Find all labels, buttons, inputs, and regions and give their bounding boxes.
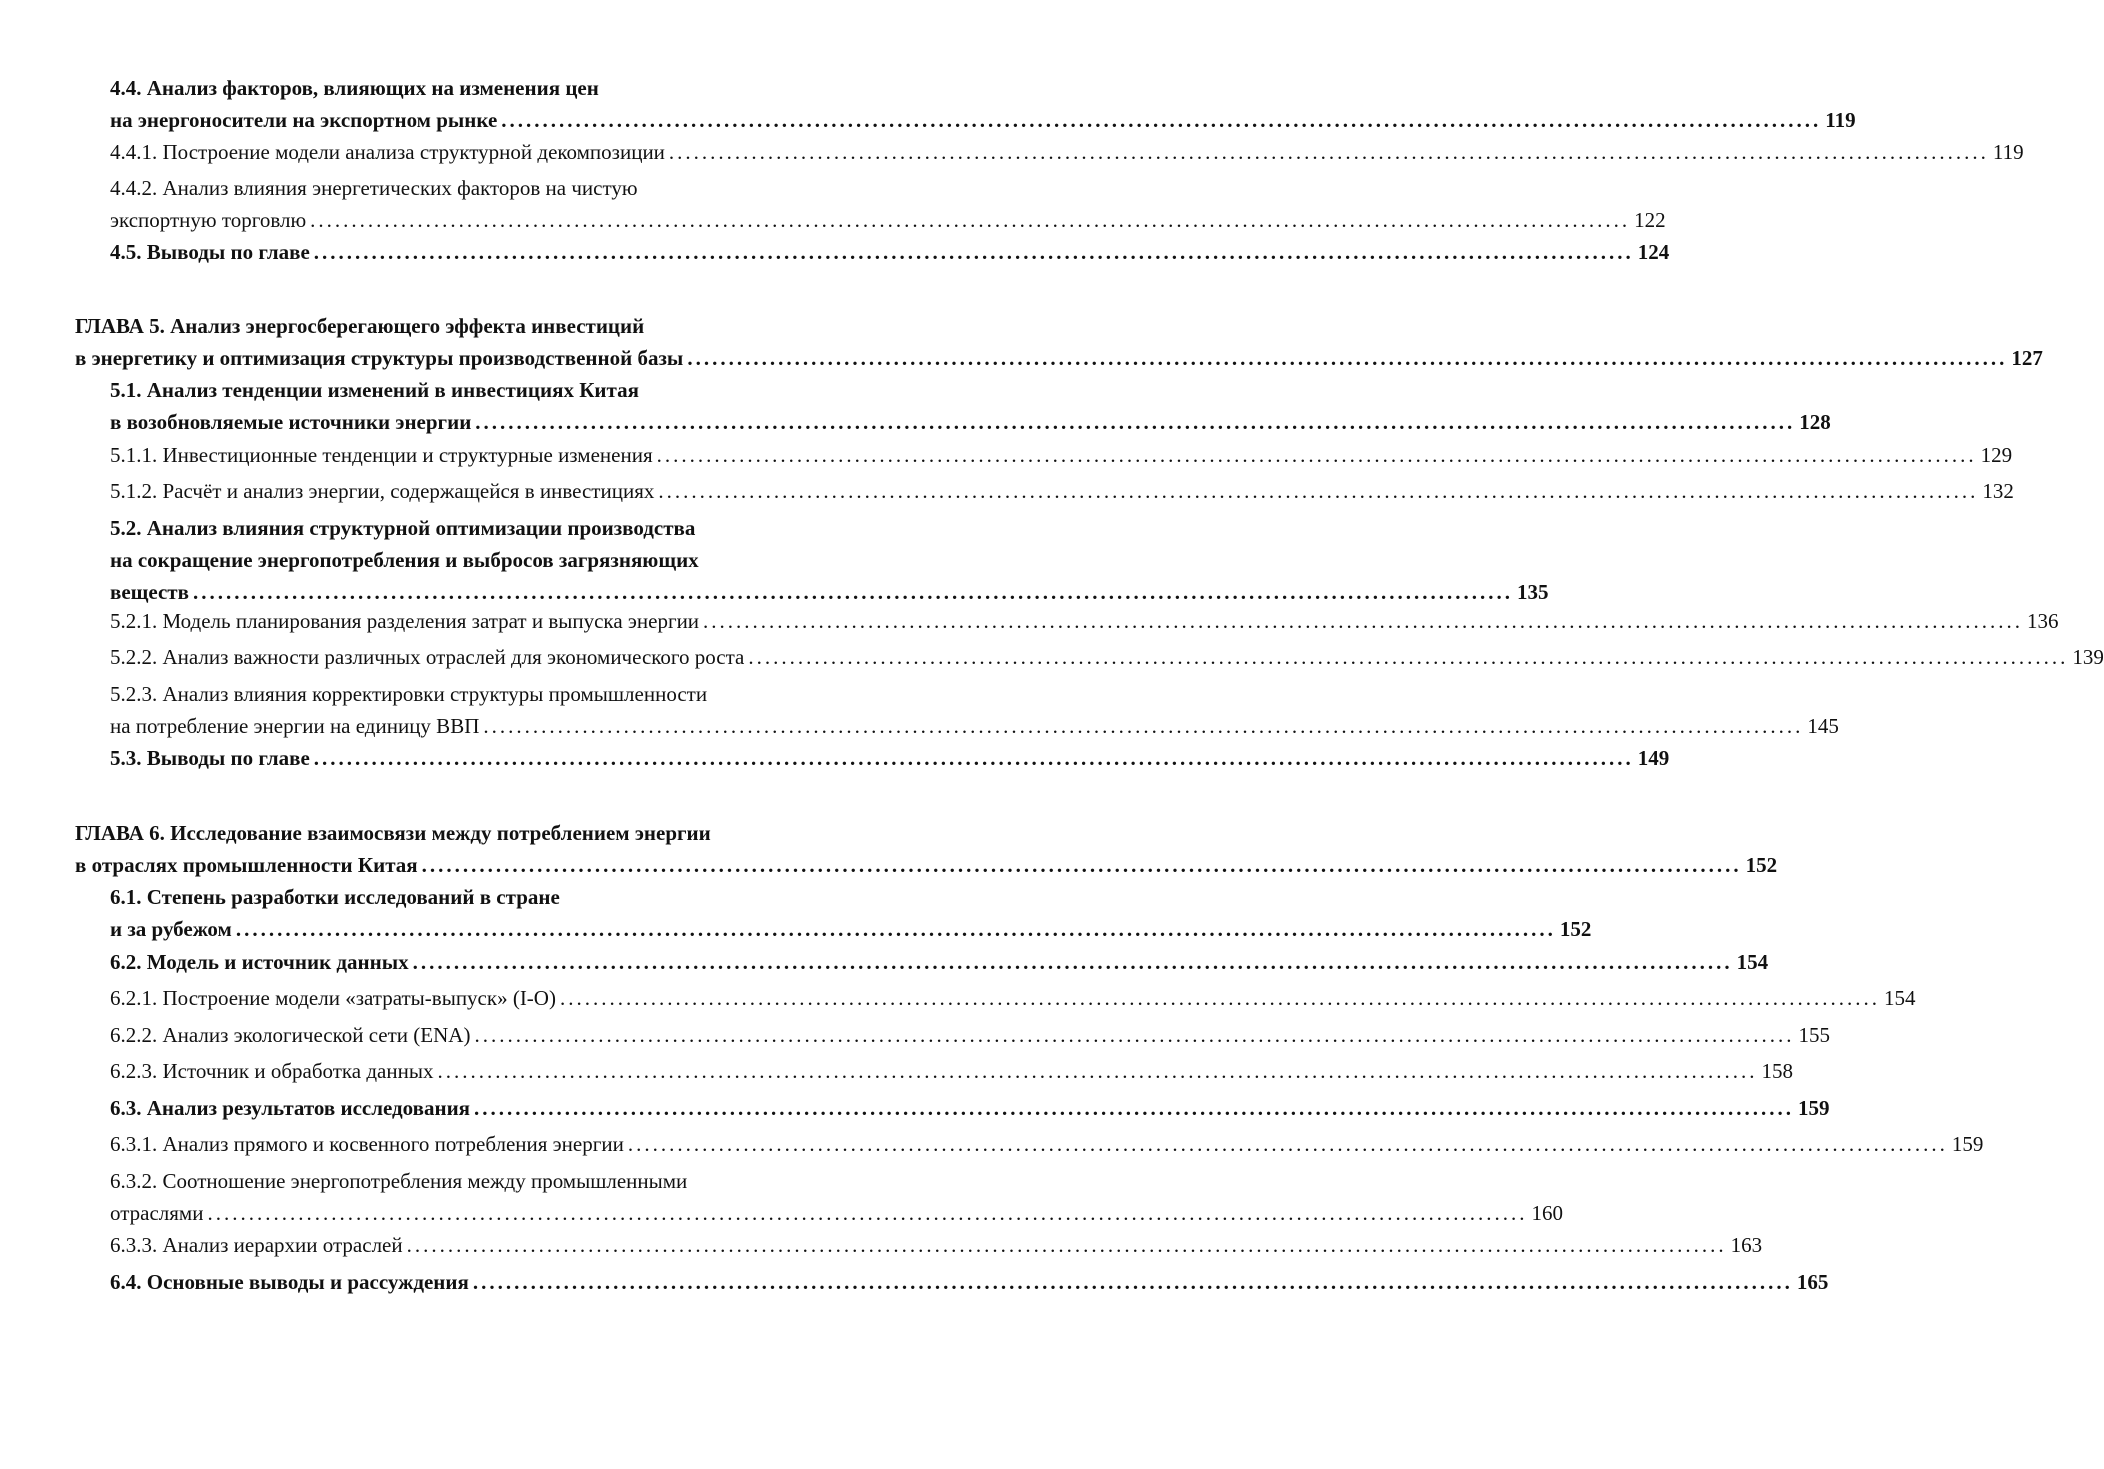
page-number: 158 bbox=[1761, 1059, 1793, 1083]
dot-leader: ................................................................................................................................................................ bbox=[656, 443, 1977, 467]
dot-leader: ................................................................................................................................................................ bbox=[668, 140, 1989, 164]
dot-leader: ................................................................................................................................................................ bbox=[483, 714, 1804, 738]
page-number: 154 bbox=[1883, 986, 1916, 1010]
page-number: 119 bbox=[1825, 108, 1856, 132]
toc-entry-title-line: 5.2.1. Модель планирования разделения затрат и выпуска энергии bbox=[110, 609, 700, 633]
dot-leader: ................................................................................................................................................................ bbox=[412, 950, 1733, 974]
toc-entry-title-line: 4.4.1. Построение модели анализа структурной декомпозиции bbox=[110, 140, 665, 164]
page-number: 122 bbox=[1634, 208, 1666, 232]
toc-entry-title-line: 4.4. Анализ факторов, влияющих на изменения цен bbox=[110, 76, 599, 100]
page-number: 159 bbox=[1798, 1096, 1830, 1120]
toc-entry-title-line: 5.2. Анализ влияния структурной оптимизации производства bbox=[110, 516, 696, 540]
toc-entry-title-line: 6.2.3. Источник и обработка данных bbox=[110, 1059, 434, 1083]
dot-leader: ................................................................................................................................................................ bbox=[501, 108, 1822, 132]
dot-leader: ................................................................................................................................................................ bbox=[313, 746, 1634, 770]
toc-entry-title-line: на потребление энергии на единицу ВВП bbox=[110, 714, 480, 738]
page-number: 145 bbox=[1807, 714, 1839, 738]
toc-entry-title-line: 5.2.2. Анализ важности различных отраслей для экономического роста bbox=[110, 645, 745, 669]
toc-entry-title-line: 6.4. Основные выводы и рассуждения bbox=[110, 1270, 469, 1294]
page-number: 160 bbox=[1531, 1201, 1563, 1225]
page-number: 124 bbox=[1637, 240, 1670, 264]
page-number: 165 bbox=[1796, 1270, 1829, 1294]
dot-leader: ................................................................................................................................................................ bbox=[474, 1096, 1795, 1120]
dot-leader: ................................................................................................................................................................ bbox=[627, 1132, 1948, 1156]
toc-entry-title-line: на энергоносители на экспортном рынке bbox=[110, 108, 498, 132]
toc-entry-title-line: на сокращение энергопотребления и выбросов загрязняющих bbox=[110, 548, 699, 572]
toc-entry-title-line: 5.1.2. Расчёт и анализ энергии, содержащейся в инвестициях bbox=[110, 479, 655, 503]
page-number: 139 bbox=[2072, 645, 2104, 669]
toc-entry-title-line: ГЛАВА 5. Анализ энергосберегающего эффекта инвестиций bbox=[75, 314, 645, 338]
dot-leader: ................................................................................................................................................................ bbox=[437, 1059, 1758, 1083]
toc-entry-title-line: 6.1. Степень разработки исследований в стране bbox=[110, 885, 560, 909]
toc-entry-title-line: 4.5. Выводы по главе bbox=[110, 240, 310, 264]
page-number: 155 bbox=[1798, 1023, 1830, 1047]
toc-entry-title-line: экспортную торговлю bbox=[110, 208, 307, 232]
page-number: 136 bbox=[2027, 609, 2059, 633]
toc-entry-title-line: 6.3.2. Соотношение энергопотребления между промышленными bbox=[110, 1169, 688, 1193]
dot-leader: ................................................................................................................................................................ bbox=[703, 609, 2024, 633]
toc-entry-title-line: в энергетику и оптимизация структуры производственной базы bbox=[75, 346, 684, 370]
toc-entry-title-line: 6.3. Анализ результатов исследования bbox=[110, 1096, 471, 1120]
toc-entry-title-line: отраслями bbox=[110, 1201, 204, 1225]
page-number: 152 bbox=[1745, 853, 1778, 877]
dot-leader: ................................................................................................................................................................ bbox=[475, 410, 1796, 434]
dot-leader: ................................................................................................................................................................ bbox=[207, 1201, 1528, 1225]
page-number: 127 bbox=[2011, 346, 2043, 370]
page-number: 119 bbox=[1992, 140, 2024, 164]
page-number: 163 bbox=[1730, 1233, 1763, 1257]
toc-entry-title-line: и за рубежом bbox=[110, 917, 232, 941]
dot-leader: ................................................................................................................................................................ bbox=[310, 208, 1631, 232]
dot-leader: ................................................................................................................................................................ bbox=[235, 917, 1556, 941]
dot-leader: ................................................................................................................................................................ bbox=[313, 240, 1634, 264]
page-number: 129 bbox=[1980, 443, 2013, 467]
toc-entry-title-line: 5.3. Выводы по главе bbox=[110, 746, 310, 770]
toc-entry-title-line: 4.4.2. Анализ влияния энергетических факторов на чистую bbox=[110, 176, 638, 200]
toc-entry-title-line: 6.3.3. Анализ иерархии отраслей bbox=[110, 1233, 403, 1257]
page-number: 149 bbox=[1637, 746, 1670, 770]
page-number: 159 bbox=[1951, 1132, 1984, 1156]
dot-leader: ................................................................................................................................................................ bbox=[748, 645, 2069, 669]
page-number: 128 bbox=[1799, 410, 1831, 434]
toc-entry-title-line: 6.3.1. Анализ прямого и косвенного потребления энергии bbox=[110, 1132, 624, 1156]
dot-leader: ................................................................................................................................................................ bbox=[474, 1023, 1795, 1047]
toc-entry-title-line: в отраслях промышленности Китая bbox=[75, 853, 418, 877]
dot-leader: ................................................................................................................................................................ bbox=[406, 1233, 1727, 1257]
toc-entry-title-line: 6.2.1. Построение модели «затраты-выпуск» (I-O) bbox=[110, 986, 556, 1010]
page-number: 154 bbox=[1736, 950, 1769, 974]
page-number: 132 bbox=[1982, 479, 2014, 503]
dot-leader: ................................................................................................................................................................ bbox=[658, 479, 1979, 503]
toc-entry-title-line: 5.1.1. Инвестиционные тенденции и структурные изменения bbox=[110, 443, 653, 467]
page-number: 152 bbox=[1559, 917, 1592, 941]
toc-entry-title-line: 6.2.2. Анализ экологической сети (ENA) bbox=[110, 1023, 471, 1047]
toc-entry-title-line: в возобновляемые источники энергии bbox=[110, 410, 472, 434]
dot-leader: ................................................................................................................................................................ bbox=[192, 580, 1513, 604]
dot-leader: ................................................................................................................................................................ bbox=[559, 986, 1880, 1010]
dot-leader: ................................................................................................................................................................ bbox=[421, 853, 1742, 877]
page-number: 135 bbox=[1516, 580, 1549, 604]
toc-entry-title-line: 5.1. Анализ тенденции изменений в инвестициях Китая bbox=[110, 378, 639, 402]
dot-leader: ................................................................................................................................................................ bbox=[687, 346, 2008, 370]
dot-leader: ................................................................................................................................................................ bbox=[472, 1270, 1793, 1294]
toc-entry-title-line: веществ bbox=[110, 580, 189, 604]
toc-entry-title-line: 5.2.3. Анализ влияния корректировки структуры промышленности bbox=[110, 682, 708, 706]
toc-entry-title-line: ГЛАВА 6. Исследование взаимосвязи между потреблением энергии bbox=[75, 821, 711, 845]
toc-entry-title-line: 6.2. Модель и источник данных bbox=[110, 950, 409, 974]
